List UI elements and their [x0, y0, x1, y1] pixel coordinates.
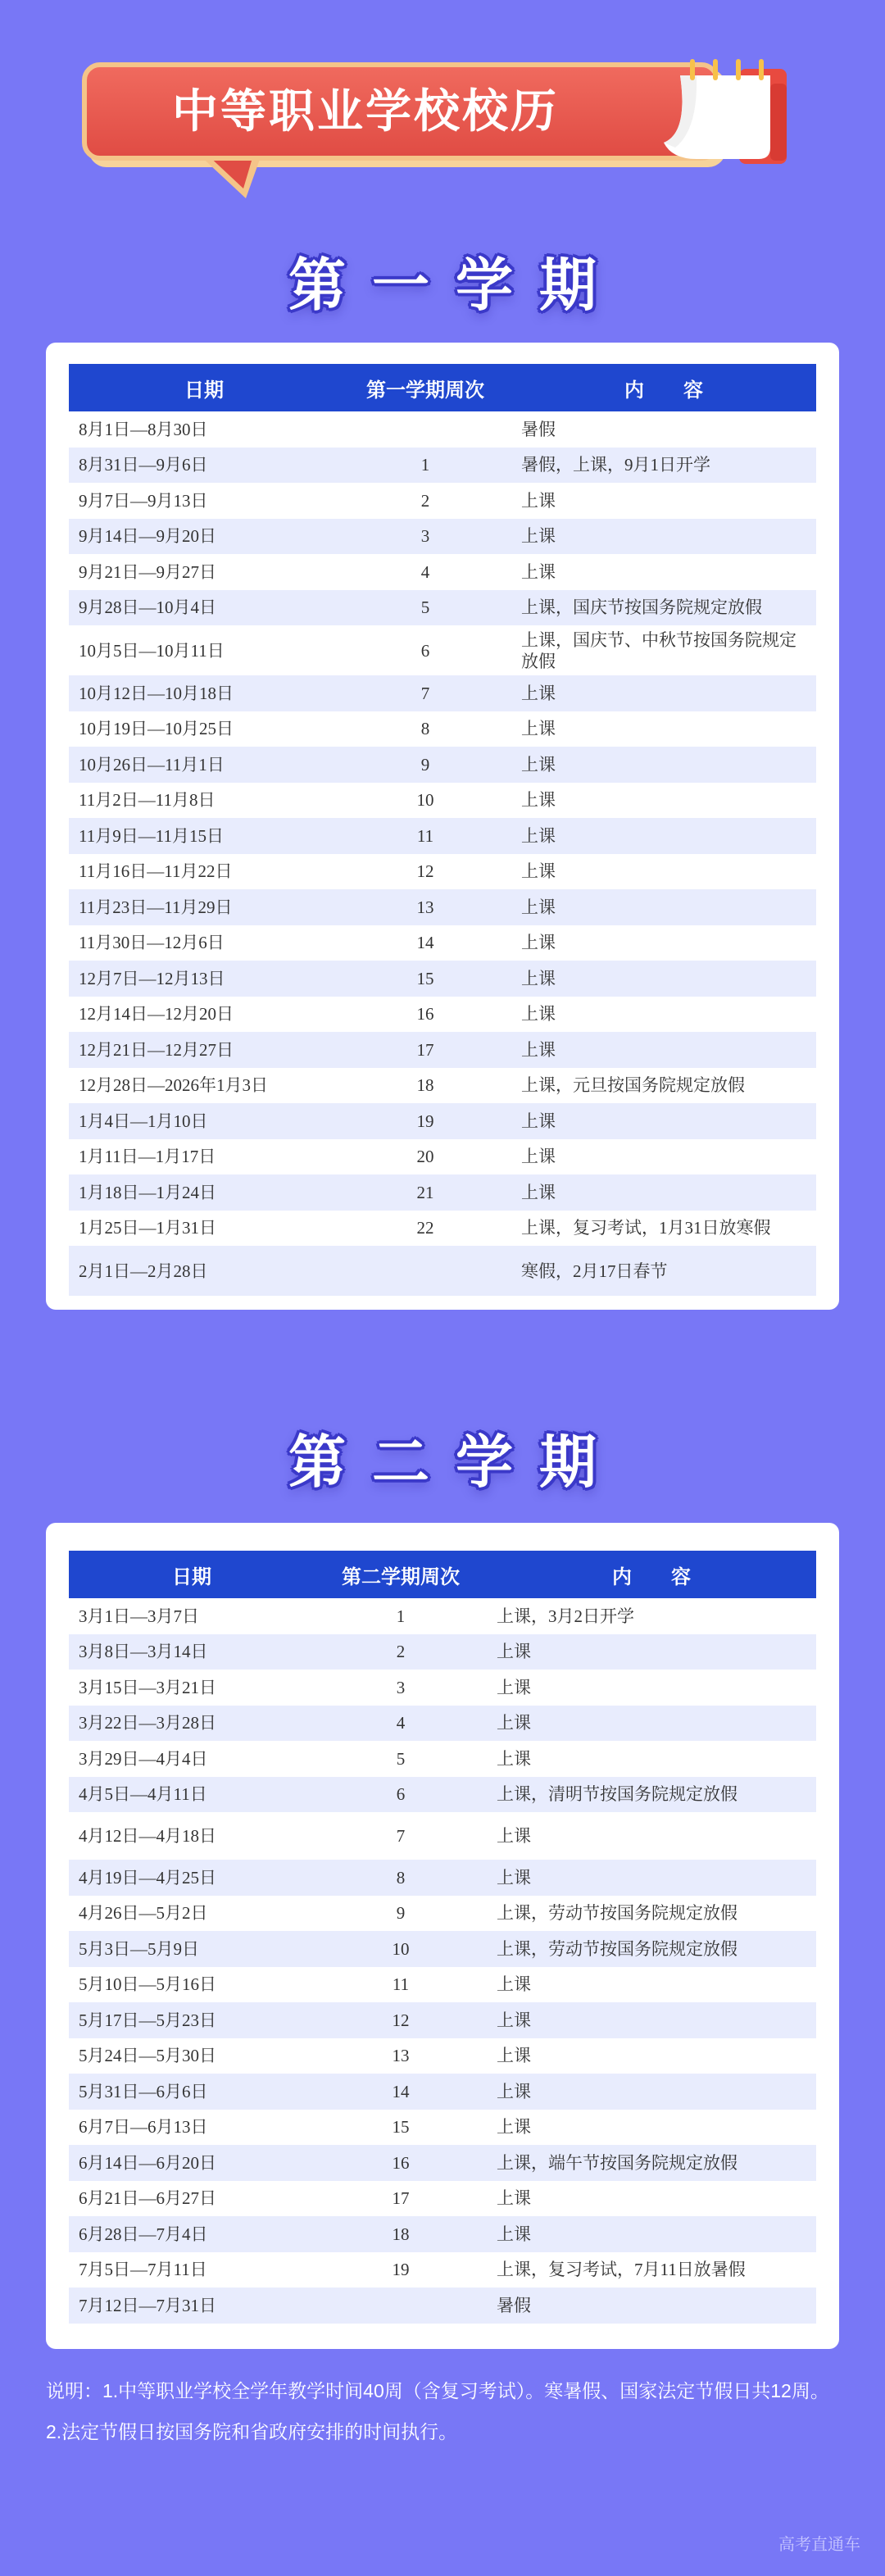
- table-row: [69, 1931, 816, 1967]
- table-row: [69, 1211, 816, 1247]
- table-row: [69, 889, 816, 925]
- table-row: [69, 1032, 816, 1068]
- semester2-rows: [69, 1598, 816, 2324]
- cell-content: 寒假，2月17日春节: [511, 1246, 816, 1296]
- cell-week: 19: [339, 1103, 511, 1139]
- cell-date: 7月12日—7月31日: [69, 2288, 315, 2324]
- cell-date: 11月23日—11月29日: [69, 889, 339, 925]
- cell-date: 8月1日—8月30日: [69, 411, 339, 448]
- cell-content: 上课，复习考试，1月31日放寒假: [511, 1211, 816, 1247]
- cell-week: 2: [339, 483, 511, 519]
- header-content: 内 容: [511, 364, 816, 411]
- cell-date: 3月1日—3月7日: [69, 1598, 315, 1634]
- cell-date: 9月14日—9月20日: [69, 519, 339, 555]
- watermark: 高考直通车: [778, 2536, 860, 2554]
- cell-content: 上课: [487, 1670, 816, 1706]
- cell-content: 上课: [511, 783, 816, 819]
- table-row: [69, 2181, 816, 2217]
- cell-date: 11月16日—11月22日: [69, 854, 339, 890]
- semester2-table: [69, 1551, 816, 2324]
- cell-date: 12月14日—12月20日: [69, 997, 339, 1033]
- cell-week: 14: [315, 2074, 487, 2110]
- semester1-title: 第一学期: [288, 253, 623, 317]
- cell-week: 11: [315, 1967, 487, 2003]
- table-row: [69, 448, 816, 484]
- semester2-card: [46, 1523, 839, 2349]
- cell-date: 5月31日—6月6日: [69, 2074, 315, 2110]
- cell-content: 上课: [487, 2216, 816, 2252]
- cell-content: 上课: [511, 1174, 816, 1211]
- table-row: [69, 590, 816, 626]
- cell-date: 4月19日—4月25日: [69, 1860, 315, 1896]
- table-row: [69, 711, 816, 747]
- table-row: [69, 925, 816, 961]
- cell-week: 9: [339, 747, 511, 783]
- cell-content: 上课: [511, 483, 816, 519]
- cell-date: 8月31日—9月6日: [69, 448, 339, 484]
- cell-week: [339, 1246, 511, 1296]
- table-header-row: [69, 1551, 816, 1598]
- cell-date: 3月22日—3月28日: [69, 1706, 315, 1742]
- cell-week: 14: [339, 925, 511, 961]
- cell-date: 5月10日—5月16日: [69, 1967, 315, 2003]
- cell-date: 12月7日—12月13日: [69, 961, 339, 997]
- cell-content: 上课: [511, 889, 816, 925]
- cell-week: 13: [339, 889, 511, 925]
- calendar-icon: [647, 51, 795, 182]
- cell-content: 暑假: [511, 411, 816, 448]
- cell-week: 5: [315, 1741, 487, 1777]
- table-header-row: [69, 364, 816, 411]
- cell-content: 上课，端午节按国务院规定放假: [487, 2145, 816, 2181]
- cell-content: 上课: [511, 1103, 816, 1139]
- cell-date: 5月24日—5月30日: [69, 2038, 315, 2074]
- cell-week: 16: [315, 2145, 487, 2181]
- cell-content: 上课: [511, 925, 816, 961]
- header-week: 第一学期周次: [339, 364, 511, 411]
- cell-week: 1: [315, 1598, 487, 1634]
- cell-date: 10月12日—10月18日: [69, 675, 339, 711]
- cell-date: 10月5日—10月11日: [69, 625, 339, 675]
- table-row: [69, 1634, 816, 1670]
- table-row: [69, 2288, 816, 2324]
- table-row: [69, 1598, 816, 1634]
- table-row: [69, 519, 816, 555]
- cell-week: 5: [339, 590, 511, 626]
- cell-content: 暑假，上课，9月1日开学: [511, 448, 816, 484]
- cell-week: 6: [339, 625, 511, 675]
- cell-content: 上课: [511, 519, 816, 555]
- cell-content: 暑假: [487, 2288, 816, 2324]
- cell-content: 上课: [511, 1139, 816, 1175]
- table-row: [69, 1777, 816, 1813]
- cell-week: 17: [339, 1032, 511, 1068]
- cell-date: 1月25日—1月31日: [69, 1211, 339, 1247]
- cell-date: 6月21日—6月27日: [69, 2181, 315, 2217]
- cell-date: 10月19日—10月25日: [69, 711, 339, 747]
- cell-week: 1: [339, 448, 511, 484]
- table-row: [69, 2216, 816, 2252]
- cell-week: 15: [315, 2110, 487, 2146]
- table-row: [69, 2074, 816, 2110]
- cell-date: 1月4日—1月10日: [69, 1103, 339, 1139]
- cell-week: [339, 411, 511, 448]
- cell-week: 18: [339, 1068, 511, 1104]
- cell-week: 21: [339, 1174, 511, 1211]
- cell-content: 上课: [487, 2002, 816, 2038]
- cell-content: 上课，3月2日开学: [487, 1598, 816, 1634]
- cell-date: 3月8日—3月14日: [69, 1634, 315, 1670]
- cell-content: 上课: [511, 675, 816, 711]
- cell-date: 6月14日—6月20日: [69, 2145, 315, 2181]
- table-row: [69, 1670, 816, 1706]
- table-row: [69, 554, 816, 590]
- cell-content: 上课: [487, 1967, 816, 2003]
- cell-content: 上课，国庆节、中秋节按国务院规定放假: [511, 625, 816, 675]
- table-row: [69, 2038, 816, 2074]
- cell-date: 9月7日—9月13日: [69, 483, 339, 519]
- cell-content: 上课: [487, 1860, 816, 1896]
- table-row: [69, 1174, 816, 1211]
- cell-content: 上课: [511, 997, 816, 1033]
- cell-week: 4: [315, 1706, 487, 1742]
- cell-date: 4月26日—5月2日: [69, 1896, 315, 1932]
- cell-date: 11月2日—11月8日: [69, 783, 339, 819]
- table-row: [69, 1103, 816, 1139]
- cell-content: 上课: [511, 554, 816, 590]
- cell-content: 上课: [511, 1032, 816, 1068]
- table-row: [69, 1860, 816, 1896]
- cell-content: 上课: [511, 747, 816, 783]
- table-row: [69, 997, 816, 1033]
- table-row: [69, 2145, 816, 2181]
- semester1-card: [46, 343, 839, 1310]
- note-2: 2.法定节假日按国务院和省政府安排的时间执行。: [46, 2421, 458, 2442]
- table-row: [69, 783, 816, 819]
- title-banner: [82, 62, 787, 193]
- cell-content: 上课: [487, 2110, 816, 2146]
- table-row: [69, 1139, 816, 1175]
- table-row: [69, 411, 816, 448]
- cell-content: 上课: [511, 818, 816, 854]
- cell-week: 2: [315, 1634, 487, 1670]
- cell-date: 5月17日—5月23日: [69, 2002, 315, 2038]
- table-row: [69, 625, 816, 675]
- cell-date: 2月1日—2月28日: [69, 1246, 339, 1296]
- cell-date: 3月15日—3月21日: [69, 1670, 315, 1706]
- cell-content: 上课: [487, 2074, 816, 2110]
- cell-week: 13: [315, 2038, 487, 2074]
- cell-content: 上课: [487, 1706, 816, 1742]
- cell-week: 15: [339, 961, 511, 997]
- cell-week: 12: [339, 854, 511, 890]
- table-row: [69, 1706, 816, 1742]
- table-row: [69, 1068, 816, 1104]
- table-row: [69, 2110, 816, 2146]
- cell-date: 6月7日—6月13日: [69, 2110, 315, 2146]
- table-row: [69, 2002, 816, 2038]
- table-row: [69, 818, 816, 854]
- cell-date: 12月21日—12月27日: [69, 1032, 339, 1068]
- cell-week: 17: [315, 2181, 487, 2217]
- cell-week: 10: [315, 1931, 487, 1967]
- cell-content: 上课，劳动节按国务院规定放假: [487, 1931, 816, 1967]
- table-row: [69, 2252, 816, 2288]
- table-row: [69, 483, 816, 519]
- cell-date: 1月11日—1月17日: [69, 1139, 339, 1175]
- semester2-title: 第二学期: [288, 1430, 623, 1494]
- table-row: [69, 854, 816, 890]
- table-row: [69, 1741, 816, 1777]
- table-row: [69, 747, 816, 783]
- cell-date: 4月5日—4月11日: [69, 1777, 315, 1813]
- cell-week: 7: [315, 1812, 487, 1860]
- header-date: 日期: [69, 1551, 315, 1598]
- note-1: 说明：1.中等职业学校全学年教学时间40周（含复习考试）。寒暑假、国家法定节假日共12周。: [46, 2380, 829, 2401]
- cell-content: 上课: [511, 711, 816, 747]
- cell-date: 9月21日—9月27日: [69, 554, 339, 590]
- cell-date: 12月28日—2026年1月3日: [69, 1068, 339, 1104]
- table-row: [69, 1812, 816, 1860]
- table-row: [69, 1967, 816, 2003]
- header-date: 日期: [69, 364, 339, 411]
- table-row: [69, 961, 816, 997]
- cell-week: 20: [339, 1139, 511, 1175]
- cell-content: 上课: [487, 1741, 816, 1777]
- cell-content: 上课，清明节按国务院规定放假: [487, 1777, 816, 1813]
- cell-week: 8: [315, 1860, 487, 1896]
- cell-content: 上课: [511, 854, 816, 890]
- cell-week: 4: [339, 554, 511, 590]
- cell-content: 上课: [487, 1634, 816, 1670]
- cell-content: 上课: [487, 2038, 816, 2074]
- cell-week: 6: [315, 1777, 487, 1813]
- page-title: 中等职业学校校历: [172, 85, 559, 137]
- cell-date: 7月5日—7月11日: [69, 2252, 315, 2288]
- cell-content: 上课: [511, 961, 816, 997]
- cell-date: 9月28日—10月4日: [69, 590, 339, 626]
- semester1-table: [69, 364, 816, 1296]
- cell-week: 22: [339, 1211, 511, 1247]
- table-row: [69, 1896, 816, 1932]
- cell-week: 10: [339, 783, 511, 819]
- cell-content: 上课，元旦按国务院规定放假: [511, 1068, 816, 1104]
- cell-week: 8: [339, 711, 511, 747]
- cell-week: 7: [339, 675, 511, 711]
- cell-content: 上课: [487, 1812, 816, 1860]
- cell-week: 9: [315, 1896, 487, 1932]
- cell-content: 上课，国庆节按国务院规定放假: [511, 590, 816, 626]
- cell-date: 11月30日—12月6日: [69, 925, 339, 961]
- cell-week: 19: [315, 2252, 487, 2288]
- cell-date: 10月26日—11月1日: [69, 747, 339, 783]
- cell-week: 3: [315, 1670, 487, 1706]
- cell-date: 3月29日—4月4日: [69, 1741, 315, 1777]
- table-row: [69, 675, 816, 711]
- cell-week: 12: [315, 2002, 487, 2038]
- cell-week: 18: [315, 2216, 487, 2252]
- cell-content: 上课: [487, 2181, 816, 2217]
- cell-date: 1月18日—1月24日: [69, 1174, 339, 1211]
- cell-week: 11: [339, 818, 511, 854]
- cell-week: 3: [339, 519, 511, 555]
- cell-week: [315, 2288, 487, 2324]
- cell-date: 6月28日—7月4日: [69, 2216, 315, 2252]
- cell-week: 16: [339, 997, 511, 1033]
- semester1-rows: [69, 411, 816, 1296]
- notes: [46, 2377, 839, 2459]
- cell-date: 4月12日—4月18日: [69, 1812, 315, 1860]
- header-week: 第二学期周次: [315, 1551, 487, 1598]
- cell-content: 上课，复习考试，7月11日放暑假: [487, 2252, 816, 2288]
- cell-date: 5月3日—5月9日: [69, 1931, 315, 1967]
- table-row: [69, 1246, 816, 1296]
- header-content: 内 容: [487, 1551, 816, 1598]
- cell-date: 11月9日—11月15日: [69, 818, 339, 854]
- cell-content: 上课，劳动节按国务院规定放假: [487, 1896, 816, 1932]
